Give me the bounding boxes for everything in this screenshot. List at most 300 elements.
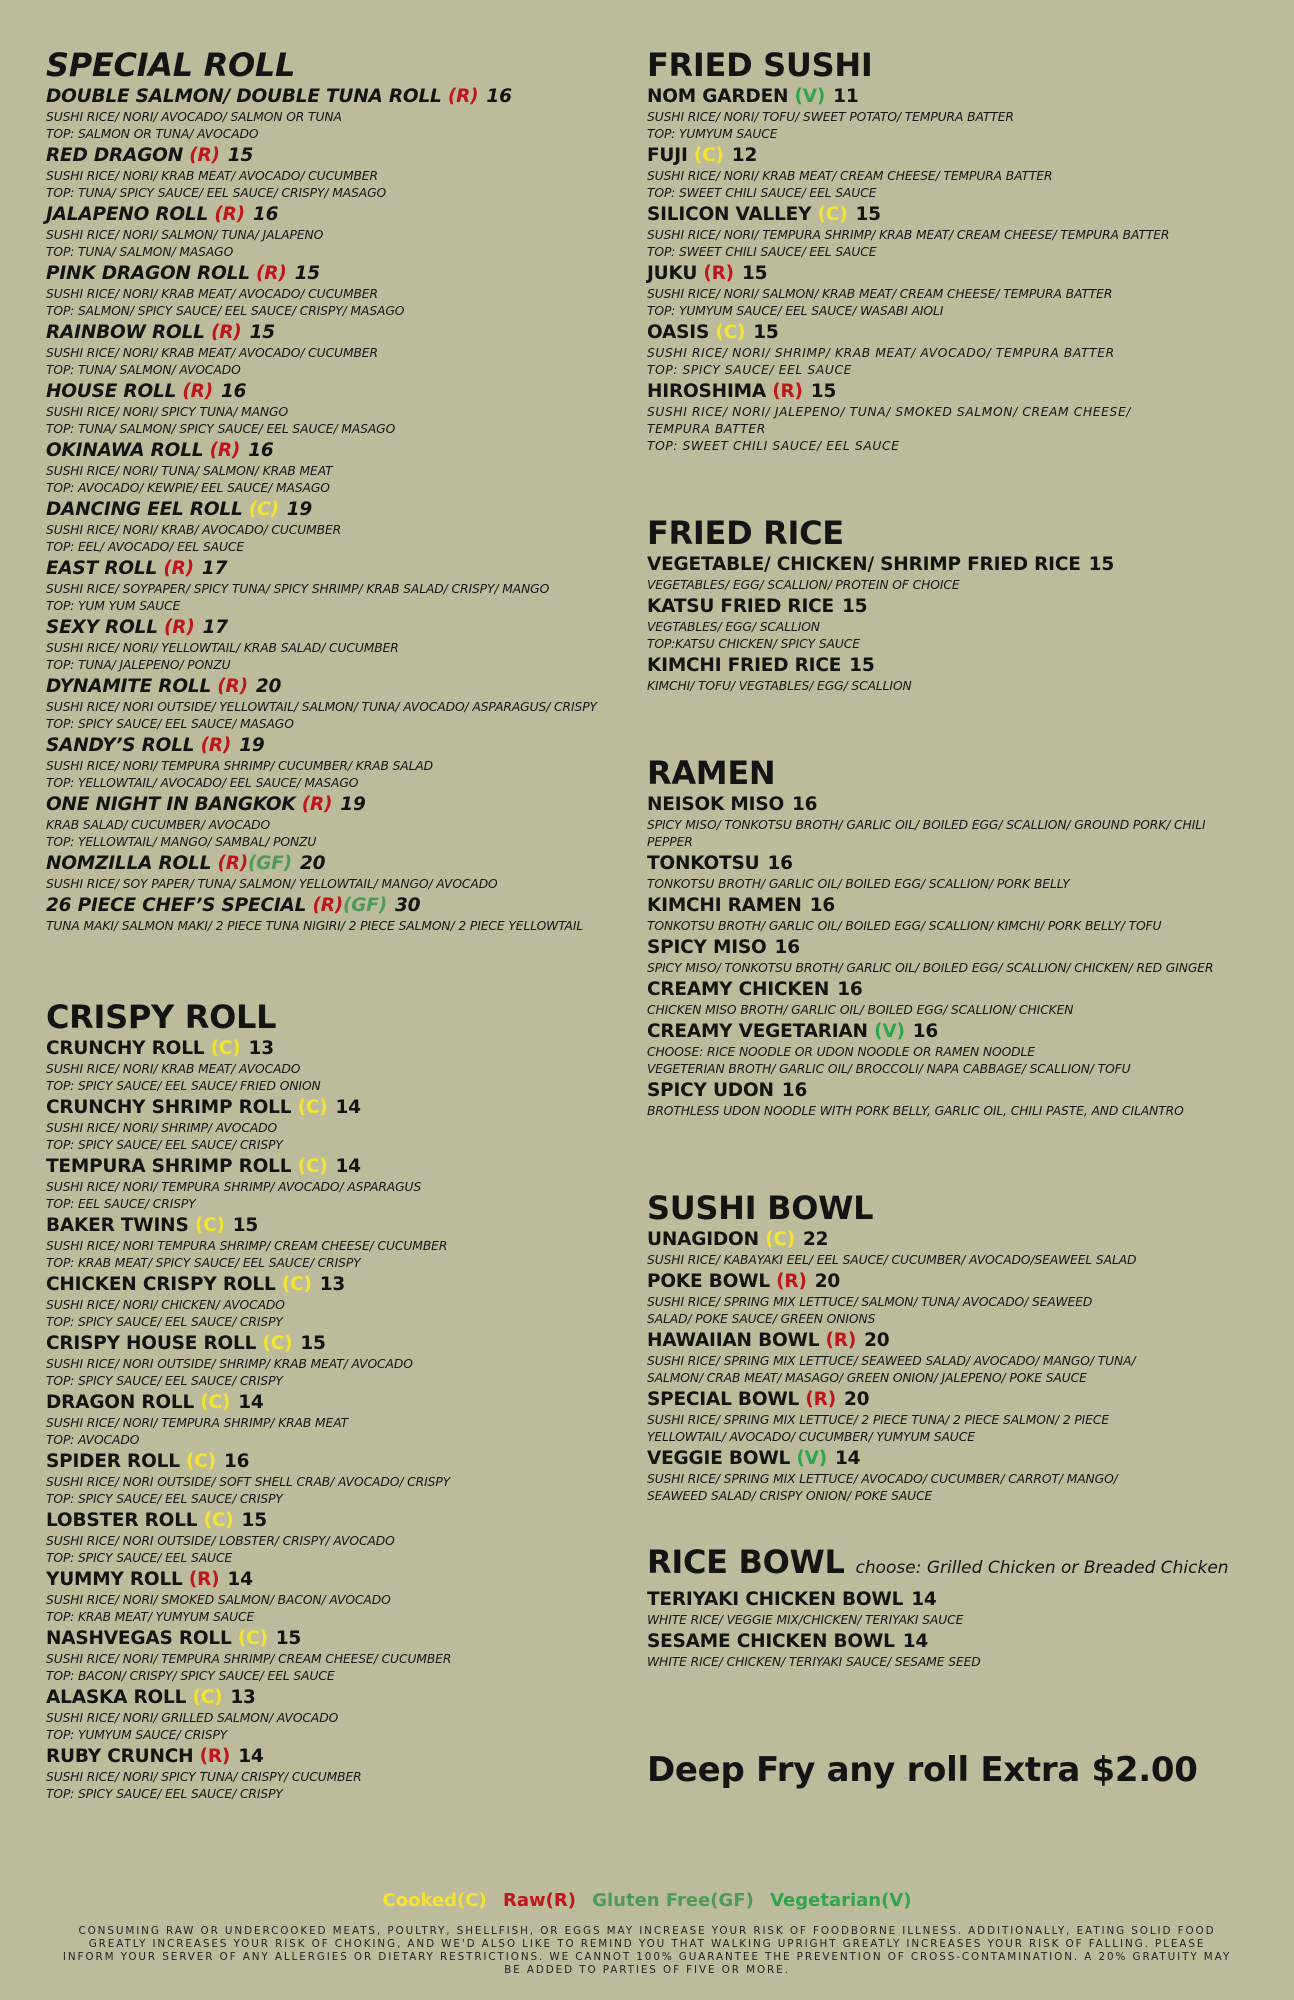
menu-item-name: VEGGIE BOWL [647, 1448, 791, 1469]
menu-item-header [46, 1095, 646, 1120]
menu-item-price: 14 [335, 1097, 361, 1118]
menu-item-description: TOP:KATSU CHICKEN/ SPICY SAUCE [647, 637, 860, 651]
menu-item-description: KIMCHI/ TOFU/ VEGTABLES/ EGG/ SCALLION [647, 679, 912, 693]
menu-item-description: TOP: AVOCADO [46, 1433, 140, 1447]
menu-item-name: RED DRAGON [46, 145, 183, 166]
menu-item-name: CRISPY HOUSE ROLL [46, 1333, 257, 1354]
menu-item-description: CHOOSE: RICE NOODLE OR UDON NOODLE OR RAMEN NOODLE [647, 1045, 1035, 1059]
menu-item-name: HAWAIIAN BOWL [647, 1330, 820, 1351]
diet-tag-r: (R) [306, 895, 344, 916]
crispy-roll-list [46, 1036, 646, 1803]
menu-item-price: 15 [741, 263, 768, 284]
diet-tag-r: (R) [765, 381, 803, 402]
menu-item-description: SUSHI RICE/ NORI/ KRAB MEAT/ AVOCADO/ CUCUMBER [46, 169, 378, 183]
menu-item-description: BROTHLESS UDON NOODLE WITH PORK BELLY, GARLIC OIL, CHILI PASTE, AND CILANTRO [647, 1104, 1184, 1118]
menu-item-header [46, 1449, 646, 1474]
menu-item-description: TOP: SPICY SAUCE/ EEL SAUCE [647, 363, 852, 377]
menu-item-description: SUSHI RICE/ NORI/ SALMON/ TUNA/ JALAPENO [46, 228, 324, 242]
diet-tag-c: (C) [256, 1333, 293, 1354]
menu-item-price: 20 [299, 853, 326, 874]
menu-item-description: TOP: SPICY SAUCE/ EEL SAUCE/ CRISPY [46, 1787, 283, 1801]
menu-item [647, 1078, 1267, 1120]
menu-item-name: NOM GARDEN [647, 86, 789, 107]
menu-item-header [46, 1331, 646, 1356]
menu-item-price: 14 [238, 1392, 264, 1413]
diet-tag-r: (R) [697, 263, 734, 284]
diet-tag-r: (R) [157, 617, 195, 638]
menu-item [647, 653, 1267, 695]
menu-item [46, 1626, 646, 1685]
menu-item-description: SUSHI RICE/ NORI/ SPICY TUNA/ MANGO [46, 405, 289, 419]
menu-item-name: HOUSE ROLL [46, 381, 177, 402]
menu-item-description: SUSHI RICE/ NORI OUTSIDE/ SOFT SHELL CRAB/ AVOCADO/ CRISPY [46, 1475, 451, 1489]
menu-item-name: OASIS [647, 322, 710, 343]
menu-item-price: 20 [864, 1330, 890, 1351]
menu-item-header [46, 1213, 646, 1238]
special-roll-title: SPECIAL ROLL [46, 46, 296, 84]
menu-item-description: SUSHI RICE/ NORI/ KRAB MEAT/ AVOCADO/ CUCUMBER [46, 346, 378, 360]
menu-item-name: SPICY MISO [647, 937, 767, 958]
menu-item-header [647, 84, 1267, 109]
menu-item-price: 13 [319, 1274, 346, 1295]
menu-item-description: TOP: YUMYUM SAUCE [647, 127, 778, 141]
menu-item-description: TOP: SPICY SAUCE/ EEL SAUCE/ CRISPY [46, 1492, 283, 1506]
menu-item [46, 1567, 646, 1626]
menu-item-description: TOP: SWEET CHILI SAUCE/ EEL SAUCE [647, 186, 877, 200]
menu-item [46, 1508, 646, 1567]
menu-item-price: 19 [239, 735, 265, 756]
crispy-roll-title: CRISPY ROLL [46, 998, 277, 1036]
menu-item [647, 261, 1267, 320]
menu-item-description: SUSHI RICE/ NORI/ TUNA/ SALMON/ KRAB MEAT [46, 464, 333, 478]
menu-item-description: TOP: TUNA/ SPICY SAUCE/ EEL SAUCE/ CRISPY/ MASAGO [46, 186, 387, 200]
diet-tag-c: (C) [242, 499, 279, 520]
menu-item [647, 1328, 1267, 1387]
menu-item-price: 16 [809, 895, 836, 916]
menu-item [647, 1387, 1267, 1446]
menu-item-price: 12 [731, 145, 758, 166]
menu-item-description: TOP: YELLOWTAIL/ MANGO/ SAMBAL/ PONZU [46, 835, 317, 849]
menu-item-description: SUSHI RICE/ NORI/ SALMON/ KRAB MEAT/ CREAM CHEESE/ TEMPURA BATTER [647, 287, 1113, 301]
menu-item-description: SUSHI RICE/ SOY PAPER/ TUNA/ SALMON/ YELLOWTAIL/ MANGO/ AVOCADO [46, 877, 498, 891]
crispy-roll-section [46, 998, 646, 1803]
menu-item-price: 16 [223, 1451, 250, 1472]
menu-item [46, 497, 646, 556]
menu-item-description: TOP: TUNA/ JALEPENO/ PONZU [46, 658, 231, 672]
menu-item [647, 792, 1267, 851]
diet-tag-r: (R) [204, 322, 242, 343]
deep-fry-note: Deep Fry any roll Extra $2.00 [647, 1750, 1198, 1790]
menu-item-header [46, 1390, 646, 1415]
menu-item-name: SPIDER ROLL [46, 1451, 180, 1472]
menu-item-description: SUSHI RICE/ SPRING MIX LETTUCE/ SALMON/ TUNA/ AVOCADO/ SEAWEED [647, 1295, 1093, 1309]
menu-item-header [46, 733, 646, 758]
menu-item-price: 15 [275, 1628, 302, 1649]
menu-item-header [46, 202, 646, 227]
menu-item-price: 15 [849, 655, 875, 676]
menu-item [46, 1095, 646, 1154]
menu-item-name: CREAMY VEGETARIAN [647, 1021, 868, 1042]
menu-item-description: TEMPURA BATTER [647, 422, 766, 436]
menu-item [46, 1272, 646, 1331]
diet-tag-r: (R) [295, 794, 333, 815]
menu-item-description: TOP: SPICY SAUCE/ EEL SAUCE/ FRIED ONION [46, 1079, 321, 1093]
diet-tag-v: (V) [790, 1448, 827, 1469]
menu-item-price: 16 [791, 794, 818, 815]
menu-item-price: 14 [335, 1156, 361, 1177]
menu-item [46, 143, 646, 202]
menu-item-header [647, 379, 1267, 404]
menu-item [46, 615, 646, 674]
menu-item-name: PINK DRAGON ROLL [46, 263, 250, 284]
menu-item-description: SALMON/ CRAB MEAT/ MASAGO/ GREEN ONION/ JALEPENO/ POKE SAUCE [647, 1371, 1087, 1385]
fried-sushi-list [647, 84, 1267, 455]
menu-item [46, 84, 646, 143]
menu-item [647, 1269, 1267, 1328]
menu-item-description: SUSHI RICE/ NORI OUTSIDE/ YELLOWTAIL/ SALMON/ TUNA/ AVOCADO/ ASPARAGUS/ CRISPY [46, 700, 597, 714]
menu-item-price: 14 [238, 1746, 264, 1767]
rice-bowl-title [647, 1543, 1267, 1587]
menu-item-header [46, 893, 646, 918]
menu-item-description: CHICKEN MISO BROTH/ GARLIC OIL/ BOILED EGG/ SCALLION/ CHICKEN [647, 1003, 1074, 1017]
menu-item-description: SUSHI RICE/ KABAYAKI EEL/ EEL SAUCE/ CUCUMBER/ AVOCADO/SEAWEEL SALAD [647, 1253, 1137, 1267]
menu-item-header [46, 851, 646, 876]
menu-item-header [46, 1744, 646, 1769]
diet-tag-c: (C) [687, 145, 724, 166]
menu-item-price: 16 [220, 381, 247, 402]
menu-item-description: SUSHI RICE/ NORI/ TEMPURA SHRIMP/ CREAM CHEESE/ CUCUMBER [46, 1652, 452, 1666]
menu-item [46, 202, 646, 261]
menu-item-description: TOP: SWEET CHILI SAUCE/ EEL SAUCE [647, 439, 900, 453]
diet-tag-r: (R) [211, 676, 248, 697]
menu-item-description: SUSHI RICE/ NORI OUTSIDE/ SHRIMP/ KRAB MEAT/ AVOCADO [46, 1357, 413, 1371]
diet-tag-c: (C) [179, 1451, 216, 1472]
menu-item [46, 1154, 646, 1213]
menu-item-header [46, 792, 646, 817]
diet-tag-c: (C) [291, 1156, 328, 1177]
menu-item [46, 1213, 646, 1272]
legend-cooked: Cooked(C) [382, 1890, 487, 1911]
menu-item-name: JUKU [647, 263, 698, 284]
menu-item-header [46, 379, 646, 404]
fried-sushi-title: FRIED SUSHI [647, 46, 873, 84]
menu-item [46, 438, 646, 497]
menu-item-description: TOP: TUNA/ SALMON/ AVOCADO [46, 363, 241, 377]
menu-item-name: KATSU FRIED RICE [647, 596, 834, 617]
diet-tag-r: (R) [211, 853, 248, 874]
menu-item [46, 674, 646, 733]
menu-item-description: SUSHI RICE/ NORI/ KRAB MEAT/ CREAM CHEESE/ TEMPURA BATTER [647, 169, 1053, 183]
menu-item-name: NEISOK MISO [647, 794, 784, 815]
menu-item [46, 379, 646, 438]
menu-item-price: 15 [227, 145, 254, 166]
diet-tag-c: (C) [811, 204, 848, 225]
menu-item-price: 16 [486, 86, 512, 107]
legend-gluten-free: Gluten Free(GF) [592, 1890, 754, 1911]
dietary-legend [0, 1890, 1294, 1911]
menu-item-header [46, 556, 646, 581]
menu-item-header [647, 977, 1267, 1002]
menu-item-price: 13 [230, 1687, 256, 1708]
diet-tag-r: (R) [157, 558, 194, 579]
menu-item-price: 16 [248, 440, 274, 461]
diet-tag-c: (C) [275, 1274, 312, 1295]
menu-item [647, 851, 1267, 893]
menu-item-description: TOP: EEL/ AVOCADO/ EEL SAUCE [46, 540, 245, 554]
menu-item-description: VEGETABLES/ EGG/ SCALLION/ PROTEIN OF CHOICE [647, 578, 960, 592]
menu-item-header [647, 1387, 1267, 1412]
menu-item-header [46, 1685, 646, 1710]
menu-item [647, 594, 1267, 653]
diet-tag-c: (C) [758, 1229, 795, 1250]
rice-bowl-section [647, 1543, 1267, 1671]
sushi-bowl-list [647, 1227, 1267, 1505]
menu-item-description: TOP: KRAB MEAT/ SPICY SAUCE/ EEL SAUCE/ CRISPY [46, 1256, 361, 1270]
menu-item-name: SEXY ROLL [46, 617, 158, 638]
menu-item-header [46, 1508, 646, 1533]
menu-item-description: PEPPER [647, 835, 693, 849]
menu-item-name: ONE NIGHT IN BANGKOK [46, 794, 296, 815]
menu-item-header [46, 497, 646, 522]
menu-item-description: TOP: YELLOWTAIL/ AVOCADO/ EEL SAUCE/ MASAGO [46, 776, 359, 790]
menu-item-name: YUMMY ROLL [46, 1569, 183, 1590]
menu-item-price: 19 [340, 794, 366, 815]
menu-item-header [647, 653, 1267, 678]
menu-item-price: 16 [767, 853, 793, 874]
menu-item [647, 202, 1267, 261]
menu-item-header [647, 935, 1267, 960]
menu-item-name: TERIYAKI CHICKEN BOWL [647, 1589, 904, 1610]
menu-item-price: 15 [810, 381, 837, 402]
menu-item-header [46, 84, 646, 109]
menu-item-price: 15 [232, 1215, 259, 1236]
menu-item-header [46, 1272, 646, 1297]
menu-item-name: RAINBOW ROLL [46, 322, 205, 343]
menu-item-description: SPICY MISO/ TONKOTSU BROTH/ GARLIC OIL/ BOILED EGG/ SCALLION/ GROUND PORK/ CHILI [647, 818, 1206, 832]
menu-item-header [647, 1328, 1267, 1353]
menu-item [46, 851, 646, 893]
menu-item-description: SUSHI RICE/ SPRING MIX LETTUCE/ AVOCADO/ CUCUMBER/ CARROT/ MANGO/ [647, 1472, 1118, 1486]
menu-item-description: KRAB SALAD/ CUCUMBER/ AVOCADO [46, 818, 271, 832]
ramen-section [647, 754, 1267, 1120]
menu-item [647, 552, 1267, 594]
menu-item-description: SUSHI RICE/ SOYPAPER/ SPICY TUNA/ SPICY SHRIMP/ KRAB SALAD/ CRISPY/ MANGO [46, 582, 550, 596]
menu-item [647, 893, 1267, 935]
diet-tag-r: (R) [193, 1746, 231, 1767]
menu-item-price: 16 [252, 204, 279, 225]
menu-item-description: TOP: TUNA/ SALMON/ SPICY SAUCE/ EEL SAUCE/ MASAGO [46, 422, 396, 436]
menu-item-name: KIMCHI RAMEN [647, 895, 802, 916]
menu-item-description: TOP: SPICY SAUCE/ EEL SAUCE/ CRISPY [46, 1138, 283, 1152]
menu-item-name: DYNAMITE ROLL [46, 676, 212, 697]
menu-item-description: SEAWEED SALAD/ CRISPY ONION/ POKE SAUCE [647, 1489, 933, 1503]
menu-item-header [46, 674, 646, 699]
menu-item-header [46, 1036, 646, 1061]
legend-raw: Raw(R) [502, 1890, 576, 1911]
menu-item-header [46, 1154, 646, 1179]
rice-bowl-title-text: RICE BOWL [647, 1543, 845, 1581]
menu-item-header [647, 261, 1267, 286]
menu-item [647, 143, 1267, 202]
menu-item-description: TOP: SPICY SAUCE/ EEL SAUCE/ CRISPY [46, 1315, 283, 1329]
menu-item-price: 16 [781, 1080, 808, 1101]
menu-item [647, 84, 1267, 143]
menu-item [46, 1685, 646, 1744]
menu-item-header [647, 1019, 1267, 1044]
menu-item-name: POKE BOWL [647, 1271, 770, 1292]
menu-item [46, 1036, 646, 1095]
menu-item-description: TUNA MAKI/ SALMON MAKI/ 2 PIECE TUNA NIGIRI/ 2 PIECE SALMON/ 2 PIECE YELLOWTAIL [46, 919, 584, 933]
menu-item-description: TOP: SALMON/ SPICY SAUCE/ EEL SAUCE/ CRISPY/ MASAGO [46, 304, 405, 318]
menu-item-description: TOP: YUMYUM SAUCE/ EEL SAUCE/ WASABI AIOLI [647, 304, 944, 318]
menu-item-description: SUSHI RICE/ NORI/ TEMPURA SHRIMP/ KRAB MEAT [46, 1416, 349, 1430]
menu-item-price: 15 [753, 322, 779, 343]
menu-item-name: TONKOTSU [647, 853, 760, 874]
diet-tag-r: (R) [249, 263, 287, 284]
menu-item-description: WHITE RICE/ CHICKEN/ TERIYAKI SAUCE/ SESAME SEED [647, 1655, 981, 1669]
menu-item-header [46, 143, 646, 168]
menu-item-description: SUSHI RICE/ NORI/ KRAB/ AVOCADO/ CUCUMBER [46, 523, 342, 537]
sushi-bowl-section [647, 1189, 1267, 1505]
menu-item-description: SUSHI RICE/ NORI/ JALEPENO/ TUNA/ SMOKED SALMON/ CREAM CHEESE/ [647, 405, 1132, 419]
menu-item-description: TOP: EEL SAUCE/ CRISPY [46, 1197, 196, 1211]
menu-item-name: EAST ROLL [46, 558, 158, 579]
diet-tag-r: (R) [769, 1271, 807, 1292]
diet-tag-r: (R) [441, 86, 479, 107]
menu-item-price: 20 [814, 1271, 841, 1292]
menu-item-description: TOP: KRAB MEAT/ YUMYUM SAUCE [46, 1610, 255, 1624]
ramen-list [647, 792, 1267, 1120]
diet-tag-gf: (GF) [248, 853, 292, 874]
menu-item-description: SUSHI RICE/ SPRING MIX LETTUCE/ 2 PIECE TUNA/ 2 PIECE SALMON/ 2 PIECE [647, 1413, 1110, 1427]
diet-tag-c: (C) [231, 1628, 268, 1649]
menu-item-name: BAKER TWINS [46, 1215, 189, 1236]
menu-item-description: TOP: TUNA/ SALMON/ MASAGO [46, 245, 234, 259]
menu-item-header [647, 1446, 1267, 1471]
menu-item-description: TOP: BACON/ CRISPY/ SPICY SAUCE/ EEL SAUCE [46, 1669, 335, 1683]
menu-item-name: JALAPENO ROLL [46, 204, 209, 225]
menu-item [647, 1019, 1267, 1078]
menu-item-price: 14 [911, 1589, 937, 1610]
menu-item-name: KIMCHI FRIED RICE [647, 655, 842, 676]
diet-tag-r: (R) [208, 204, 245, 225]
diet-tag-c: (C) [188, 1215, 225, 1236]
menu-item-name: SPICY UDON [647, 1080, 774, 1101]
menu-item-name: ALASKA ROLL [46, 1687, 187, 1708]
menu-item-description: SUSHI RICE/ NORI/ SHRIMP/ KRAB MEAT/ AVOCADO/ TEMPURA BATTER [647, 346, 1115, 360]
menu-item-name: TEMPURA SHRIMP ROLL [46, 1156, 292, 1177]
menu-item-header [647, 851, 1267, 876]
menu-item [647, 977, 1267, 1019]
menu-item-name: HIROSHIMA [647, 381, 766, 402]
menu-item-price: 14 [227, 1569, 253, 1590]
menu-item-price: 17 [201, 558, 228, 579]
menu-item-header [46, 320, 646, 345]
menu-item [46, 733, 646, 792]
menu-item [46, 261, 646, 320]
menu-item-price: 14 [834, 1448, 861, 1469]
menu-item-price: 14 [902, 1631, 929, 1652]
menu-item [647, 320, 1267, 379]
ramen-title: RAMEN [647, 754, 776, 792]
menu-item [647, 935, 1267, 977]
menu-item-header [647, 1269, 1267, 1294]
menu-item [647, 379, 1267, 455]
diet-tag-c: (C) [197, 1510, 234, 1531]
menu-item-price: 30 [394, 895, 421, 916]
menu-item-description: TOP: SPICY SAUCE/ EEL SAUCE/ CRISPY [46, 1374, 283, 1388]
menu-item [46, 1331, 646, 1390]
menu-item-price: 16 [837, 979, 863, 1000]
menu-item [46, 1390, 646, 1449]
menu-item-description: SUSHI RICE/ SPRING MIX LETTUCE/ SEAWEED SALAD/ AVOCADO/ MANGO/ TUNA/ [647, 1354, 1136, 1368]
menu-item-header [46, 615, 646, 640]
menu-item-price: 15 [855, 204, 881, 225]
rice-bowl-subtitle: choose: Grilled Chicken or Breaded Chicken [855, 1558, 1229, 1578]
menu-item-name: NASHVEGAS ROLL [46, 1628, 232, 1649]
menu-item-header [647, 792, 1267, 817]
menu-item-description: SALAD/ POKE SAUCE/ GREEN ONIONS [647, 1312, 876, 1326]
sushi-bowl-title: SUSHI BOWL [647, 1189, 874, 1227]
menu-item-price: 20 [255, 676, 282, 697]
menu-item-price: 17 [202, 617, 228, 638]
fried-rice-section [647, 514, 1267, 695]
menu-item-header [647, 594, 1267, 619]
menu-item-name: UNAGIDON [647, 1229, 759, 1250]
menu-item-name: DRAGON ROLL [46, 1392, 195, 1413]
menu-item-header [647, 1227, 1267, 1252]
diet-tag-r: (R) [176, 381, 213, 402]
menu-item-description: SUSHI RICE/ NORI/ KRAB MEAT/ AVOCADO/ CUCUMBER [46, 287, 378, 301]
menu-item-name: SILICON VALLEY [647, 204, 812, 225]
menu-item-price: 16 [912, 1021, 939, 1042]
menu-item-description: TONKOTSU BROTH/ GARLIC OIL/ BOILED EGG/ SCALLION/ KIMCHI/ PORK BELLY/ TOFU [647, 919, 1162, 933]
menu-item [46, 1744, 646, 1803]
menu-item-header [46, 1567, 646, 1592]
menu-item-header [647, 893, 1267, 918]
diet-tag-v: (V) [788, 86, 826, 107]
menu-item-header [46, 261, 646, 286]
menu-item-price: 15 [294, 263, 320, 284]
rice-bowl-list [647, 1587, 1267, 1671]
menu-item-price: 15 [249, 322, 275, 343]
menu-item [46, 320, 646, 379]
menu-item-description: TOP: SPICY SAUCE/ EEL SAUCE/ MASAGO [46, 717, 294, 731]
menu-item [647, 1587, 1267, 1629]
menu-item-name: CHICKEN CRISPY ROLL [46, 1274, 276, 1295]
menu-item-header [647, 1587, 1267, 1612]
menu-item-price: 15 [1088, 554, 1115, 575]
legend-vegetarian: Vegetarian(V) [770, 1890, 912, 1911]
menu-item-description: SUSHI RICE/ NORI/ TEMPURA SHRIMP/ AVOCADO/ ASPARAGUS [46, 1180, 422, 1194]
menu-item-description: TOP: YUM YUM SAUCE [46, 599, 181, 613]
menu-item [46, 893, 646, 935]
menu-item-description: SUSHI RICE/ NORI/ YELLOWTAIL/ KRAB SALAD/ CUCUMBER [46, 641, 399, 655]
diet-tag-c: (C) [194, 1392, 231, 1413]
fried-rice-list [647, 552, 1267, 695]
menu-item-price: 22 [803, 1229, 829, 1250]
menu-item-name: NOMZILLA ROLL [46, 853, 212, 874]
menu-item-header [46, 438, 646, 463]
menu-item-price: 19 [286, 499, 313, 520]
diet-tag-r: (R) [819, 1330, 857, 1351]
menu-item-header [647, 1078, 1267, 1103]
menu-item-name: CRUNCHY SHRIMP ROLL [46, 1097, 292, 1118]
menu-item-description: VEGETERIAN BROTH/ GARLIC OIL/ BROCCOLI/ NAPA CABBAGE/ SCALLION/ TOFU [647, 1062, 1131, 1076]
menu-item-name: DANCING EEL ROLL [46, 499, 243, 520]
menu-item [647, 1629, 1267, 1671]
menu-item [647, 1227, 1267, 1269]
